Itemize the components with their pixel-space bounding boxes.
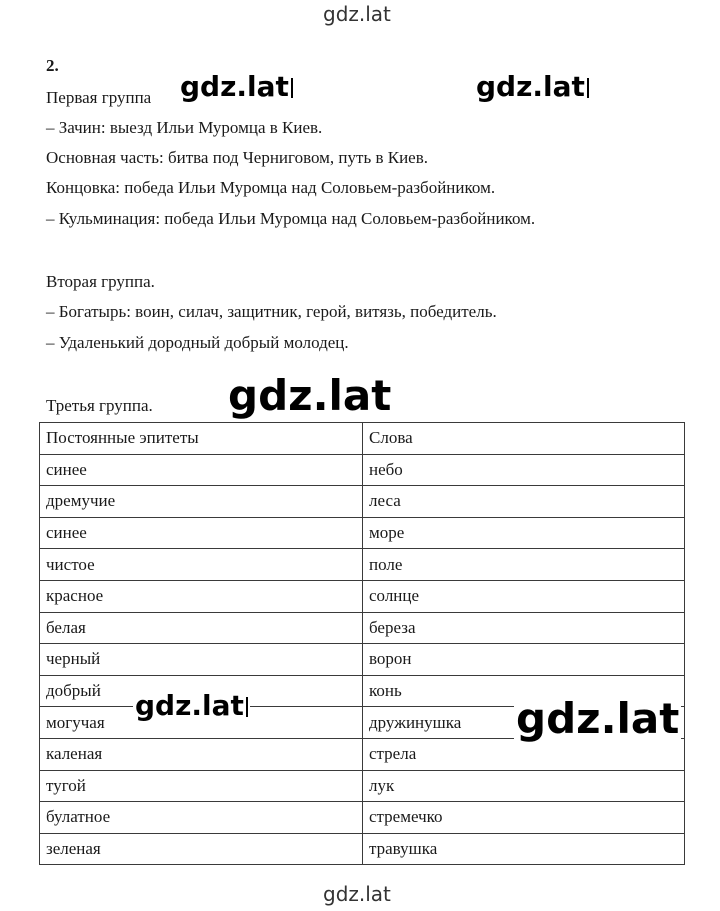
- table-cell: поле: [363, 549, 685, 581]
- table-cell: травушка: [363, 833, 685, 865]
- table-row: [40, 486, 685, 518]
- table-cell: могучая: [40, 707, 363, 739]
- table-row: [40, 612, 685, 644]
- table-cell: стрела: [363, 738, 685, 770]
- table-cell: тугой: [40, 770, 363, 802]
- table-cell: береза: [363, 612, 685, 644]
- group2-title: Вторая группа.: [46, 272, 155, 291]
- table-cell: стремечко: [363, 802, 685, 834]
- table-cell: леса: [363, 486, 685, 518]
- table-row: [40, 802, 685, 834]
- table-row: [40, 454, 685, 486]
- table-row: [40, 580, 685, 612]
- watermark-middle: gdz.lat: [228, 371, 392, 420]
- table-cell: каленая: [40, 738, 363, 770]
- group1-line: Основная часть: битва под Черниговом, путь в Киев.: [46, 148, 428, 167]
- watermark-header-left: gdz.lat: [180, 73, 293, 101]
- group2-line: – Удаленький дородный добрый молодец.: [46, 333, 349, 352]
- table-cell: лук: [363, 770, 685, 802]
- table-header-row: [40, 423, 685, 455]
- group1-line: Концовка: победа Ильи Муромца над Соловьем-разбойником.: [46, 178, 496, 197]
- watermark-header-right: gdz.lat: [476, 73, 589, 101]
- table-cell: море: [363, 517, 685, 549]
- group3-title: Третья группа.: [46, 396, 153, 415]
- table-cell: зеленая: [40, 833, 363, 865]
- table-cell: добрый: [40, 675, 363, 707]
- table-cell: дремучие: [40, 486, 363, 518]
- group1-line: – Кульминация: победа Ильи Муромца над Соловьем-разбойником.: [46, 209, 536, 228]
- exercise-number: 2.: [46, 56, 59, 75]
- table-cell: белая: [40, 612, 363, 644]
- table-row: [40, 549, 685, 581]
- table-cell: дружинушка: [363, 707, 685, 739]
- table-header-cell: Постоянные эпитеты: [40, 423, 363, 455]
- epithets-table: [39, 422, 685, 865]
- watermark-bottom: gdz.lat: [323, 882, 391, 906]
- table-row: [40, 770, 685, 802]
- table-row: [40, 517, 685, 549]
- table-header-cell: Слова: [363, 423, 685, 455]
- table-cell: красное: [40, 580, 363, 612]
- watermark-top: gdz.lat: [323, 2, 391, 26]
- table-cell: синее: [40, 517, 363, 549]
- table-cell: черный: [40, 644, 363, 676]
- table-cell: небо: [363, 454, 685, 486]
- group2-line: – Богатырь: воин, силач, защитник, герой, витязь, победитель.: [46, 302, 497, 321]
- table-cell: солнце: [363, 580, 685, 612]
- table-row: [40, 833, 685, 865]
- table-cell: конь: [363, 675, 685, 707]
- table-row: [40, 644, 685, 676]
- group1-line: – Зачин: выезд Ильи Муромца в Киев.: [46, 118, 323, 137]
- table-cell: синее: [40, 454, 363, 486]
- watermark-table-right: gdz.lat: [516, 694, 680, 743]
- table-cell: булатное: [40, 802, 363, 834]
- watermark-table-left: gdz.lat: [133, 692, 250, 720]
- table-row: [40, 738, 685, 770]
- group1-title: Первая группа: [46, 88, 152, 107]
- table-cell: чистое: [40, 549, 363, 581]
- table-cell: ворон: [363, 644, 685, 676]
